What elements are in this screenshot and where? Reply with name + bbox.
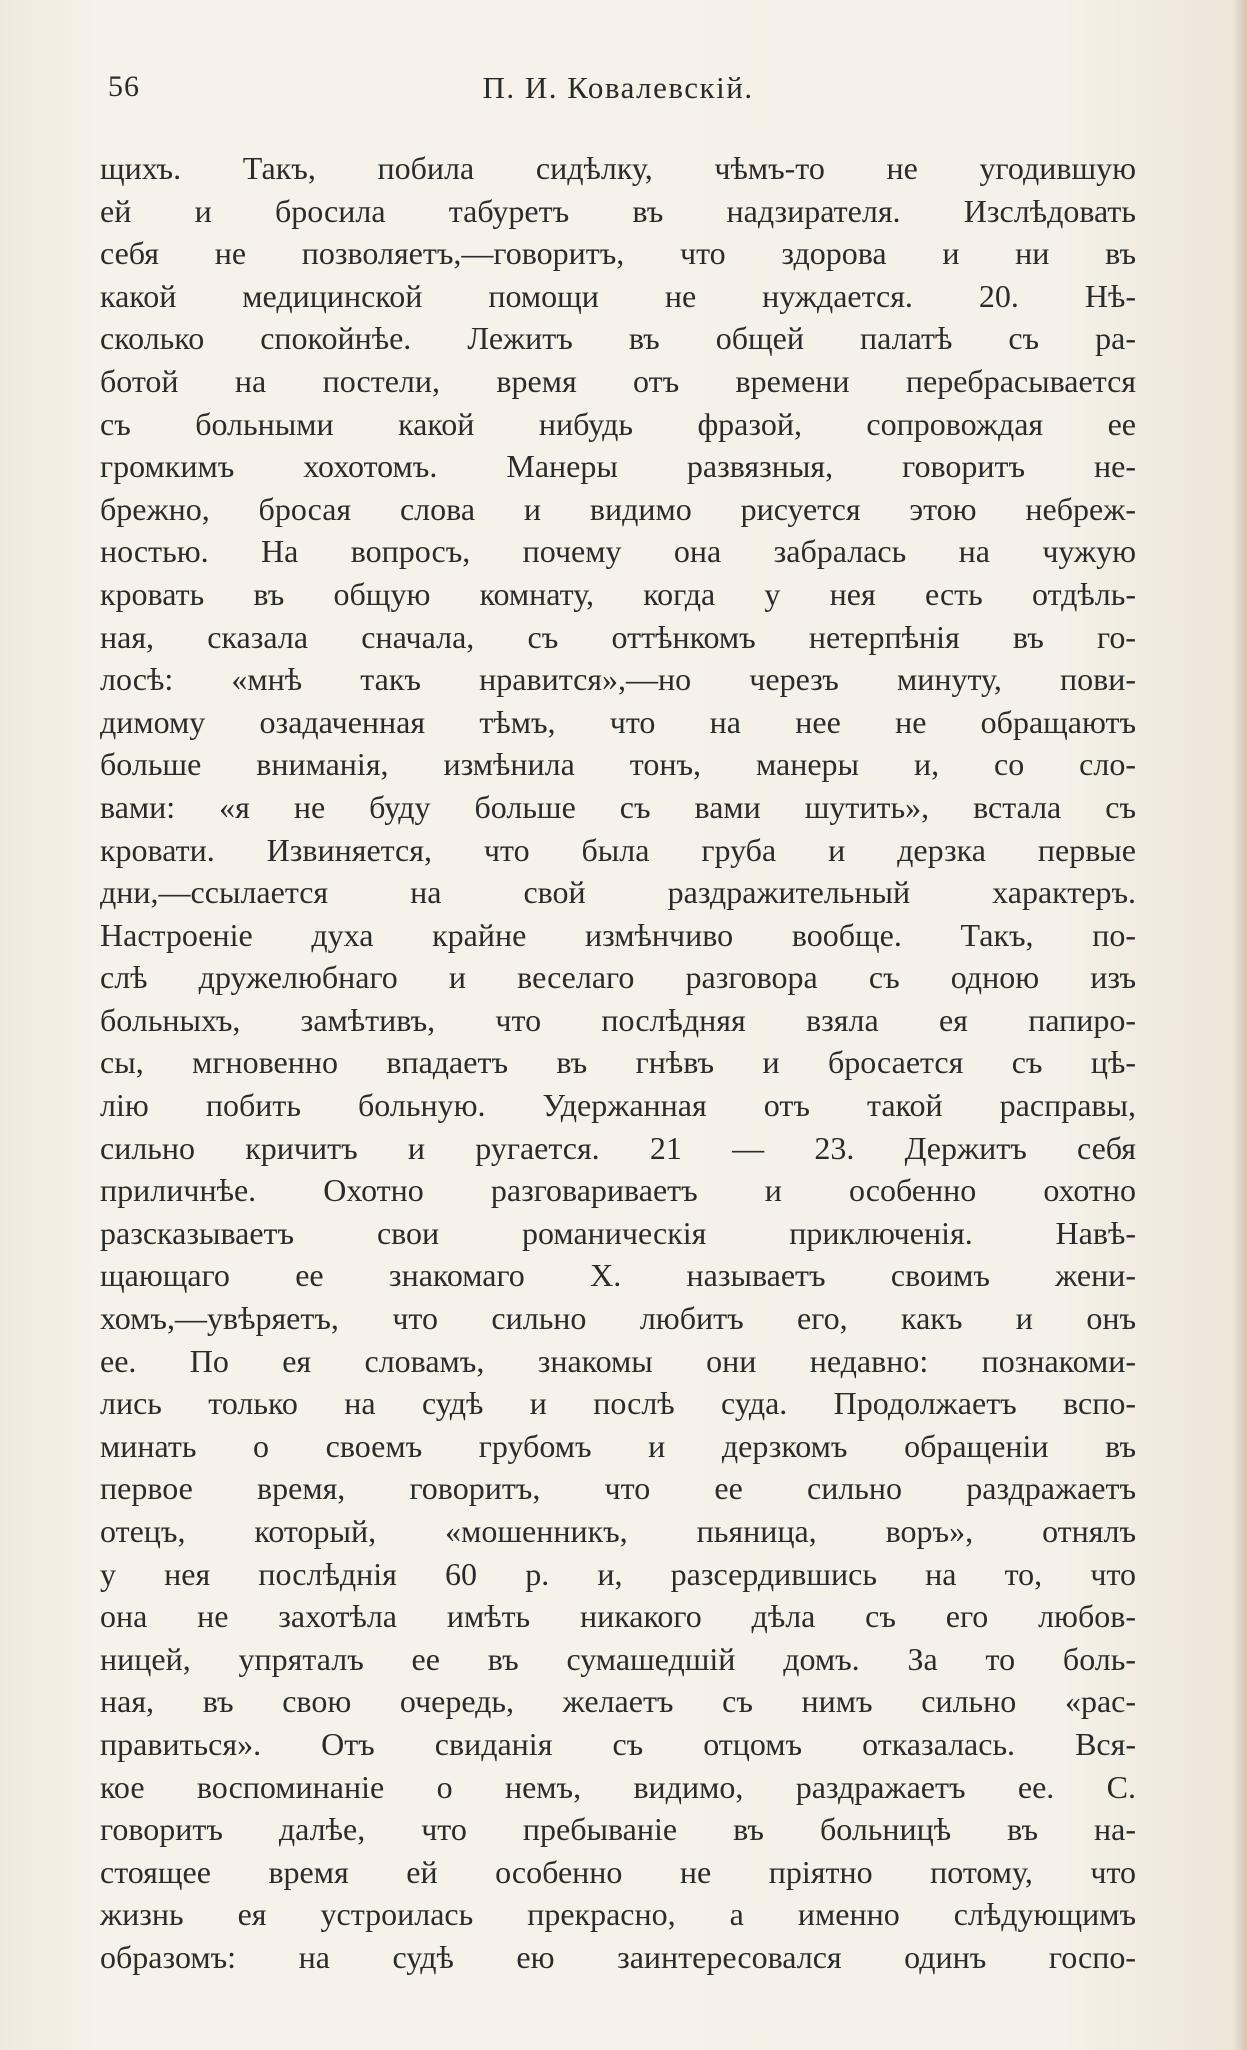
text-line: себя не позволяетъ,—говоритъ, что здорова и ни въ (100, 235, 1136, 272)
text-line: говоритъ далѣе, что пребываніе въ больницѣ въ на- (100, 1811, 1136, 1848)
text-line: хомъ,—увѣряетъ, что сильно любитъ его, какъ и онъ (100, 1300, 1136, 1337)
text-line: разсказываетъ свои романическія приключенія. Навѣ- (100, 1214, 1136, 1251)
text-line: вами: «я не буду больше съ вами шутить», встала съ (100, 788, 1136, 825)
text-line: больше вниманія, измѣнила тонъ, манеры и, со сло- (100, 746, 1136, 783)
text-line: Настроеніе духа крайне измѣнчиво вообще. Такъ, по- (100, 916, 1136, 953)
text-line: отецъ, который, «мошенникъ, пьяница, воръ», отнялъ (100, 1513, 1136, 1549)
text-line: правиться». Отъ свиданія съ отцомъ отказалась. Вся- (100, 1725, 1136, 1762)
text-line: ная, сказала сначала, съ оттѣнкомъ нетерпѣнія въ го- (100, 618, 1136, 655)
text-line: сильно кричитъ и ругается. 21 — 23. Держитъ себя (100, 1129, 1136, 1166)
text-line: минать о своемъ грубомъ и дерзкомъ обращеніи въ (100, 1427, 1136, 1464)
text-line: жизнь ея устроилась прекрасно, а именно слѣдующимъ (100, 1896, 1136, 1933)
text-line: ей и бросила табуретъ въ надзирателя. Изслѣдовать (100, 192, 1136, 229)
text-line: стоящее время ей особенно не пріятно потому, что (100, 1853, 1136, 1890)
text-line: первое время, говоритъ, что ее сильно раздражаетъ (100, 1470, 1136, 1507)
text-line: ботой на постели, время отъ времени перебрасывается (100, 362, 1136, 399)
text-line: какой медицинской помощи не нуждается. 20. Нѣ- (100, 277, 1136, 314)
text-line: сы, мгновенно впадаетъ въ гнѣвъ и бросается съ цѣ- (100, 1044, 1136, 1081)
page-header (108, 70, 1128, 110)
text-line: димому озадаченная тѣмъ, что на нее не обращаютъ (100, 703, 1136, 740)
text-line: сколько спокойнѣе. Лежитъ въ общей палатѣ съ ра- (100, 320, 1136, 357)
text-line: лію побить больную. Удержанная отъ такой расправы, (100, 1087, 1136, 1124)
text-line: кровати. Извиняется, что была груба и дерзка первые (100, 831, 1136, 868)
text-line: ностью. На вопросъ, почему она забралась на чужую (100, 533, 1136, 570)
page-number: 56 (108, 70, 140, 103)
text-line: слѣ дружелюбнаго и веселаго разговора съ одною изъ (100, 959, 1136, 996)
text-line: щающаго ее знакомаго X. называетъ своимъ жени- (100, 1257, 1136, 1294)
text-line: брежно, бросая слова и видимо рисуется этою небреж- (100, 490, 1136, 527)
text-line: ее. По ея словамъ, знакомы они недавно: познакоми- (100, 1342, 1136, 1379)
text-line: больныхъ, замѣтивъ, что послѣдняя взяла ея папиро- (100, 1001, 1136, 1038)
text-line: она не захотѣла имѣть никакого дѣла съ его любов- (100, 1598, 1136, 1635)
text-line: лосѣ: «мнѣ такъ нравится»,—но черезъ минуту, пови- (100, 661, 1136, 698)
text-line: щихъ. Такъ, побила сидѣлку, чѣмъ-то не угодившую (100, 150, 1136, 186)
page-edge-shadow (1233, 0, 1247, 2050)
text-line: громкимъ хохотомъ. Манеры развязныя, говоритъ не- (100, 448, 1136, 485)
text-line: лись только на судѣ и послѣ суда. Продолжаетъ вспо- (100, 1385, 1136, 1422)
text-line: кровать въ общую комнату, когда у нея есть отдѣль- (100, 575, 1136, 612)
text-line: кое воспоминаніе о немъ, видимо, раздражаетъ ее. С. (100, 1768, 1136, 1805)
text-line: образомъ: на судѣ ею заинтересовался одинъ госпо- (100, 1938, 1136, 1975)
text-line: дни,—ссылается на свой раздражительный характеръ. (100, 874, 1136, 911)
text-line: ницей, упряталъ ее въ сумашедшій домъ. За то боль- (100, 1640, 1136, 1677)
text-line: приличнѣе. Охотно разговариваетъ и особенно охотно (100, 1172, 1136, 1209)
text-line: съ больными какой нибудь фразой, сопровождая ее (100, 405, 1136, 442)
running-head: П. И. Ковалевскій. (482, 70, 754, 105)
text-line: у нея послѣднія 60 р. и, разсердившись на то, что (100, 1555, 1136, 1592)
text-line: ная, въ свою очередь, желаетъ съ нимъ сильно «рас- (100, 1683, 1136, 1720)
body-text (100, 147, 1136, 1979)
